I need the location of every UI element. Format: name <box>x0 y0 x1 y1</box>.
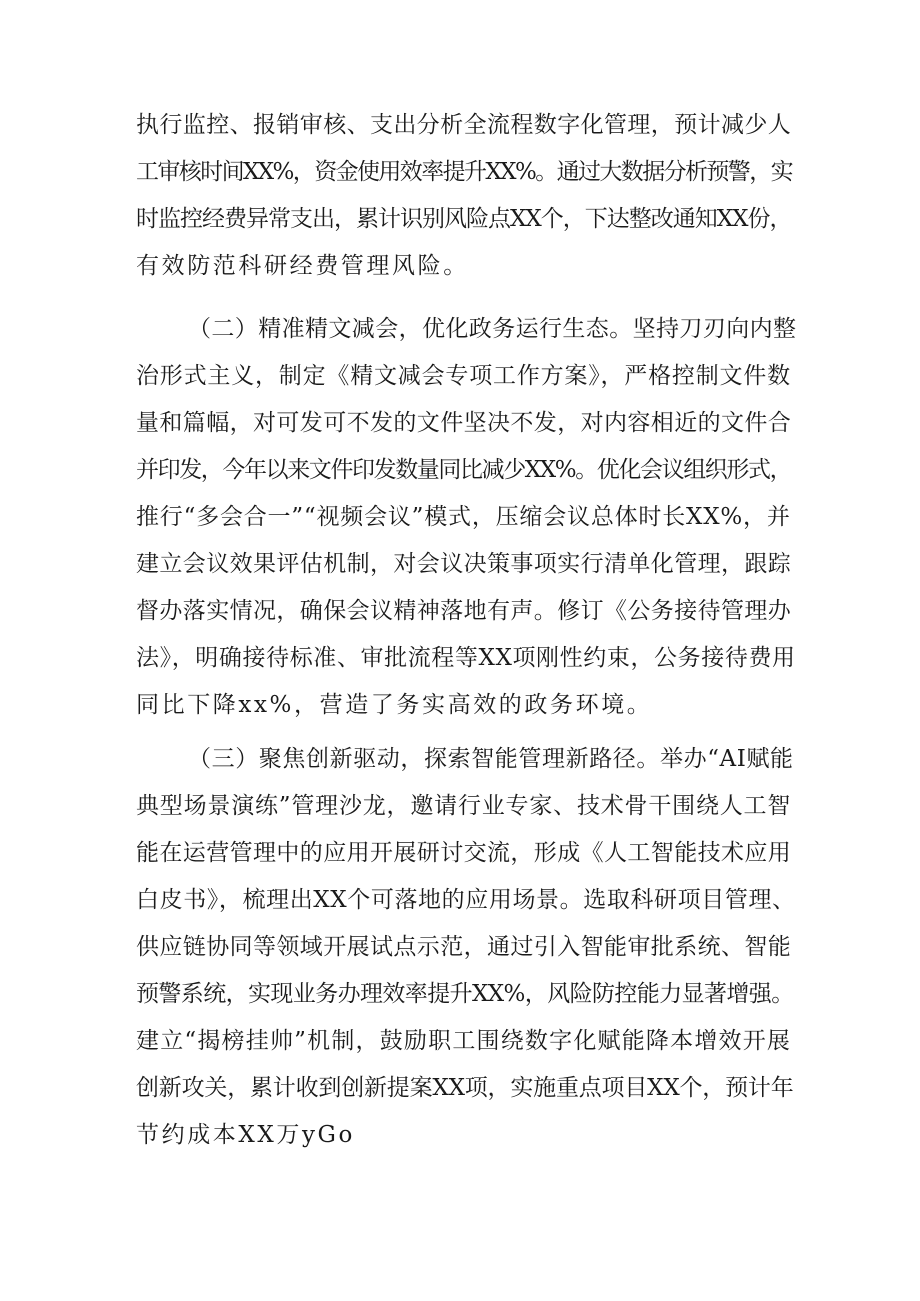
paragraph-2 <box>136 306 796 729</box>
paragraph-3 <box>136 736 796 1159</box>
paragraph-line: 法》，明确接待标准、审批流程等XX项刚性约束，公务接待费用 <box>136 645 796 671</box>
paragraph-line: 推行“多会合一”“视频会议”模式，压缩会议总体时长XX%，并 <box>136 504 791 530</box>
paragraph-line: 建立“揭榜挂帅”机制，鼓励职工围绕数字化赋能降本增效开展 <box>136 1028 792 1054</box>
paragraph-line: 督办落实情况，确保会议精神落地有声。修订《公务接待管理办 <box>136 598 792 624</box>
paragraph-line: 预警系统，实现业务办理效率提升XX%，风险防控能力显著增强。 <box>136 981 794 1007</box>
paragraph-line: 典型场景演练”管理沙龙，邀请行业专家、技术骨干围绕人工智 <box>136 793 792 819</box>
paragraph-line: 并印发，今年以来文件印发数量同比减少XX%。优化会议组织形式， <box>136 457 792 483</box>
paragraph-line: 工审核时间XX%，资金使用效率提升XX%。通过大数据分析预警，实 <box>136 159 793 185</box>
paragraph-line: 量和篇幅，对可发可不发的文件坚决不发，对内容相近的文件合 <box>136 410 792 436</box>
paragraph-line: 白皮书》，梳理出XX个可落地的应用场景。选取科研项目管理、 <box>136 887 796 913</box>
paragraph-line: （三）聚焦创新驱动，探索智能管理新路径。举办“AI赋能 <box>188 746 794 772</box>
paragraph-line: （二）精准精文减会，优化政务运行生态。坚持刀刃向内整 <box>188 316 797 342</box>
paragraph-line: 建立会议效果评估机制，对会议决策事项实行清单化管理，跟踪 <box>136 551 792 577</box>
paragraph-line: 有效防范科研经费管理风险。 <box>136 253 469 279</box>
paragraph-1 <box>136 102 796 290</box>
paragraph-line: 节约成本XX万yGo <box>136 1122 355 1148</box>
paragraph-line: 能在运营管理中的应用开展研讨交流，形成《人工智能技术应用 <box>136 840 792 866</box>
paragraph-line: 同比下降xx%，营造了务实高效的政务环境。 <box>136 692 653 718</box>
paragraph-line: 时监控经费异常支出，累计识别风险点XX个，下达整改通知XX份， <box>136 206 792 232</box>
paragraph-line: 执行监控、报销审核、支出分析全流程数字化管理，预计减少人 <box>136 112 792 138</box>
paragraph-line: 治形式主义，制定《精文减会专项工作方案》，严格控制文件数 <box>136 363 791 389</box>
paragraph-line: 供应链协同等领域开展试点示范，通过引入智能审批系统、智能 <box>136 934 792 960</box>
paragraph-line: 创新攻关，累计收到创新提案XX项，实施重点项目XX个，预计年 <box>136 1075 794 1101</box>
